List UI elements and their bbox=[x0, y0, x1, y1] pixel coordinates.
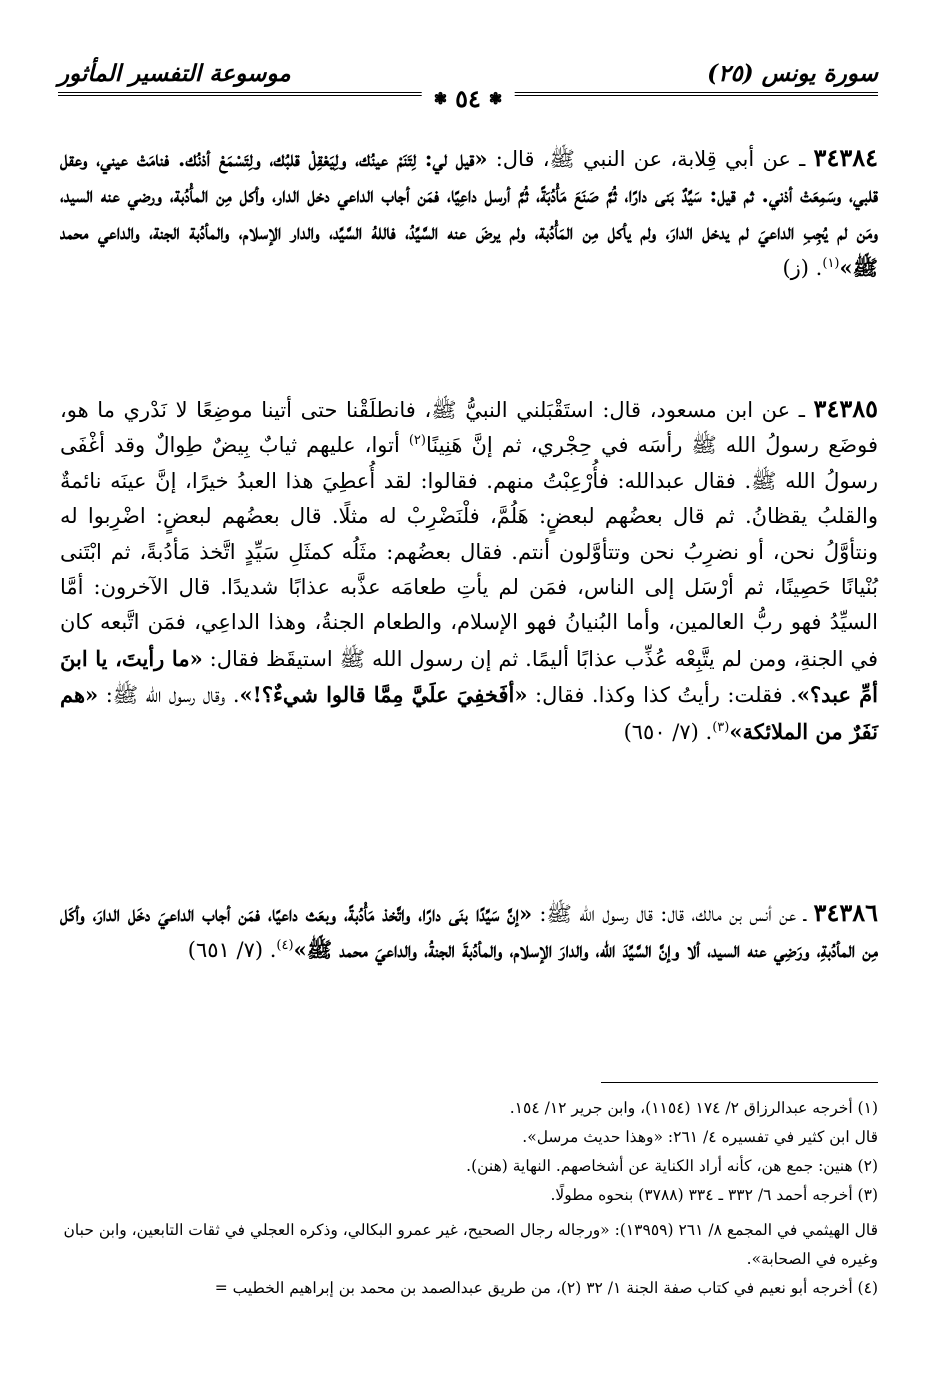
hadith-entry bbox=[60, 895, 878, 969]
hadith-quote: «ما رأيتَ، يا ابنَ أمِّ عبد؟» bbox=[60, 645, 879, 708]
hadith-body: . فقلت: رأيتُ كذا وكذا. فقال: bbox=[527, 683, 797, 708]
hadith-number: ٣٤٣٨٦ bbox=[813, 898, 878, 927]
hadith-entry bbox=[60, 391, 878, 750]
hadith-quote: «قيل لي: لِتَنَمْ عينُك، ولِيَعْقِلْ قلبُك، ولِتَسْمَعْ أذنُك. فنامَتْ عيني، وعقل قلبي، وسَمِعَتْ أذني. ثم قيل: سَيِّدٌ بَنى دارًا، ثُمَّ صَنَعَ مَأْدُبَةً، ثُمَّ أرسل داعِيًا، فمَن أجاب الداعي دخل الدار، وأكل مِن المأْدُبة، ورضي عنه السيد، ومَن لم يُجِبِ الداعيَ لم يدخل الدارَ، ولم يأكل مِن المَأْدُبة، ولم يرضَ عنه السَّيِّدُ، فاللهُ السَّيِّد، والدار الإسلام، والمأدُبة الجنة، والداعي محمد ﷺ» bbox=[60, 146, 878, 281]
hadith-source: . (٧/ ٦٥٠) bbox=[623, 719, 713, 744]
page-header bbox=[58, 58, 878, 113]
hadith-entry bbox=[60, 140, 878, 287]
encyclopedia-title: موسوعة التفسير المأثور bbox=[58, 60, 291, 87]
page-number-text: ٥٤ bbox=[455, 83, 481, 113]
footnote: (٢) هنين: جمع هن، كأنه أراد الكناية عن أشخاصهم. النهاية (هنن). bbox=[466, 1157, 878, 1175]
hadith-intro: ـ عن ابن مسعود، قال: استَقْبَلني النبيُّ ﷺ، فانطلَقْنا حتى أتينا موضِعًا لا نَدْري ما هو، فوضَع رسولُ الله ﷺ رأسَه في حِجْري، ثم إنَّ هَنِينًا bbox=[60, 398, 878, 458]
footnote-ref[interactable]: (٤) bbox=[276, 938, 294, 954]
footnote-ref[interactable]: (٢) bbox=[408, 433, 426, 449]
footnote-separator bbox=[601, 1082, 878, 1083]
hadith-body: أتوا، عليهم ثيابٌ بِيضٌ طِوالٌ وقد أغْفَى رسولُ الله ﷺ. فقال عبدالله: فأُرْعِبْتُ منهم. فقالوا: لقد أُعطِيَ هذا العبدُ خيرًا، إنَّ عينَه نائمةٌ والقلبُ يقظانُ. ثم قال بعضُهم لبعضٍ: هَلُمَّ، فلْنَضْرِبْ له مثلًا. قال بعضُهم لبعضٍ: اضْرِبوا له ونتأوَّلُ نحن، أو نضرِبُ نحن وتتأوَّلون أنتم. فقال بعضُهم: مثَلُه كمثَلِ سَيِّدٍ اتَّخذ مَأدُبةً، ثم ابْتَنى بُنْيانًا حَصِينًا، ثم أرْسَل إلى الناس، فمَن لم يأتِ طعامَه عذَّبه عذابًا شديدًا. قال الآخرون: أمَّا السيِّدُ فهو ربُّ العالمين، وأما البُنيانُ فهو الإسلام، والطعام الجنةُ، وهذا الداعِي، فمَن اتَّبعه كان في الجنةِ، ومن لم يتَّبِعْه عُذِّب عذابًا أليمًا. ثم إن رسول الله ﷺ استيقَظ فقال: bbox=[60, 433, 879, 671]
ornament-icon: ❃ bbox=[433, 88, 448, 108]
footnotes bbox=[36, 1094, 878, 1303]
hadith-intro: ـ عن أنس بن مالك، قال: قال رسول الله ﷺ: bbox=[532, 902, 814, 926]
hadith-quote: «هم نَفَرٌ من الملائكة» bbox=[60, 682, 878, 744]
footnote: (٣) أخرجه أحمد ٦/ ٣٣٢ ـ ٣٣٤ (٣٧٨٨) بنحوه مطولًا. bbox=[550, 1186, 878, 1204]
hadith-quote: «أفَخفِيَ علَيَّ مِمَّا قالوا شيءٌ؟!» bbox=[239, 682, 528, 708]
surah-title: سورة يونس (٢٥) bbox=[707, 60, 878, 87]
hadith-intro: ـ عن أبي قِلابة، عن النبي ﷺ، قال: bbox=[487, 147, 814, 171]
hadith-source: . (٧/ ٦٥١) bbox=[187, 938, 277, 963]
footnote: (١) أخرجه عبدالرزاق ٢/ ١٧٤ (١١٥٤)، وابن جرير ١٢/ ١٥٤. bbox=[509, 1099, 878, 1117]
page-number bbox=[422, 83, 515, 113]
hadith-number: ٣٤٣٨٤ bbox=[813, 143, 878, 172]
footnote: قال الهيثمي في المجمع ٨/ ٢٦١ (١٣٩٥٩): «ورجاله رجال الصحيح، غير عمرو البكالي، وذكره العجلي في ثقات التابعين، وابن حبان وغيره في الصحابة». bbox=[63, 1221, 878, 1268]
hadith-source: . (ز) bbox=[782, 256, 823, 281]
hadith-body: . وقال رسول الله ﷺ: bbox=[98, 683, 240, 708]
footnote: (٤) أخرجه أبو نعيم في كتاب صفة الجنة ١/ ٣٢ (٢)، من طريق عبدالصمد بن محمد بن إبراهيم الخطيب = bbox=[214, 1279, 878, 1297]
hadith-number: ٣٤٣٨٥ bbox=[813, 394, 878, 423]
ornament-icon: ❃ bbox=[488, 88, 503, 108]
footnote-ref[interactable]: (٣) bbox=[712, 719, 730, 735]
footnote: قال ابن كثير في تفسيره ٤/ ٢٦١: «وهذا حديث مرسل». bbox=[522, 1128, 878, 1146]
hadith-quote: «إنَّ سَيِّدًا بنَى دارًا، واتَّخذ مَأْدُبةً، وبعَث داعيًا، فمَن أجاب الداعيَ دخَل الدارَ، وأكَل مِن المأدُبةِ، ورَضِي عنه السيد، ألا وإنَّ السَّيِّدَ الله، والدارَ الإسلام، والمأدُبةَ الجنةُ، والداعيَ محمد ﷺ» bbox=[60, 901, 878, 963]
footnote-ref[interactable]: (١) bbox=[822, 256, 840, 272]
